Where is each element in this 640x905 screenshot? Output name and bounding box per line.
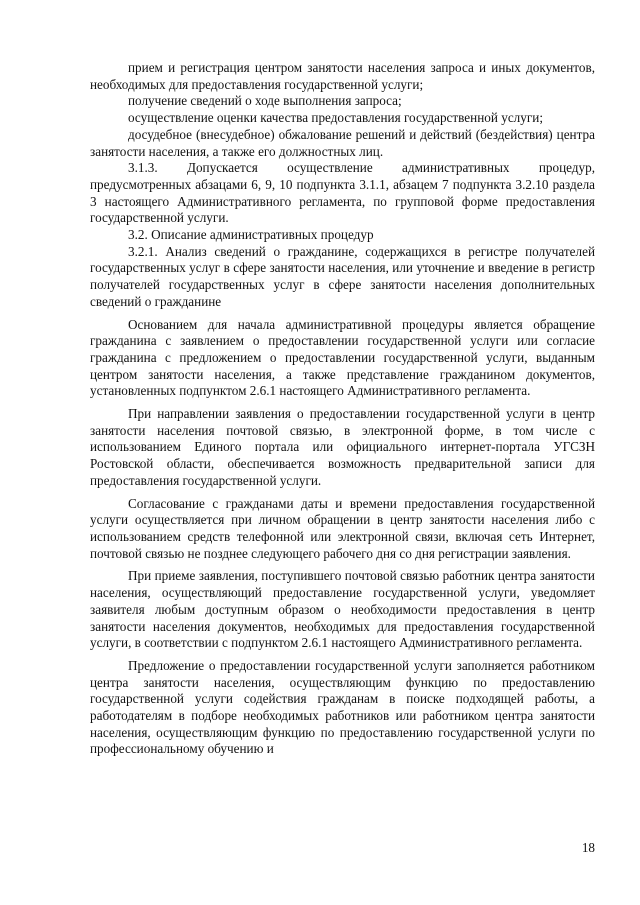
paragraph-basis-for-procedure: Основанием для начала административной процедуры является обращение гражданина с заявлением о предоставлении государственной услуги или согласие гражданина с предложением о предоставлении государственной услуги, выданным центром занятости населения, а также представление гражданином документов, установленных подпунктом 2.6.1 настоящего Административного регламента. — [90, 316, 595, 399]
paragraph-reception-registration: прием и регистрация центром занятости населения запроса и иных документов, необходимых для предоставления государственной услуги; — [90, 60, 595, 92]
paragraph-service-offer: Предложение о предоставлении государственной услуги заполняется работником центра занятости населения, осуществляющим функцию по предоставлению государственной услуги содействия гражданам в поиске подходящей работы, а работодателям в подборе необходимых работников или работником центра занятости населения, осуществляющим функцию по предоставлению государственной услуги по профессиональному обучению и — [90, 657, 595, 757]
paragraph-quality-assessment: осуществление оценки качества предоставления государственной услуги; — [128, 110, 543, 126]
paragraph-pretrial-appeal: досудебное (внесудебное) обжалование решений и действий (бездействия) центра занятости населения, а также его должностных лиц. — [90, 126, 595, 159]
document-body — [90, 60, 595, 758]
paragraph-3-2-1: 3.2.1. Анализ сведений о гражданине, содержащихся в регистре получателей государственных услуг в сфере занятости населения, или уточнение и введение в регистр получателей государственных услуг в сфере занятости населения дополнительных сведений о гражданине — [90, 243, 595, 309]
section-heading-3-2: 3.2. Описание административных процедур — [128, 227, 374, 243]
paragraph-postal-application: При приеме заявления, поступившего почтовой связью работник центра занятости населения, осуществляющий предоставление государственной услуги, уведомляет заявителя любым доступным образом о необходимости предоставления в центр занятости населения документов, необходимых для предоставления государственной услуги, в соответствии с подпунктом 2.6.1 настоящего Административного регламента. — [90, 568, 595, 651]
page-number: 18 — [581, 840, 595, 855]
paragraph-progress-info: получение сведений о ходе выполнения запроса; — [128, 93, 402, 109]
paragraph-3-1-3: 3.1.3. Допускается осуществление административных процедур, предусмотренных абзацами 6, 9, 10 подпункта 3.1.1, абзацем 7 подпункта 3.2.10 раздела 3 настоящего Административного регламента, по групповой форме предоставления государственной услуги. — [90, 160, 595, 226]
paragraph-date-coordination: Согласование с гражданами даты и времени предоставления государственной услуги осуществляется при личном обращении в центр занятости населения либо с использованием средств телефонной или электронной связи, включая сеть Интернет, почтовой связью не позднее следующего рабочего дня со дня регистрации заявления. — [90, 495, 595, 561]
paragraph-application-submission: При направлении заявления о предоставлении государственной услуги в центр занятости населения почтовой связью, в электронной форме, в том числе с использованием Единого портала или официального интернет-портала УГСЗН Ростовской области, обеспечивается возможность предварительной записи для предоставления государственной услуги. — [90, 406, 595, 488]
